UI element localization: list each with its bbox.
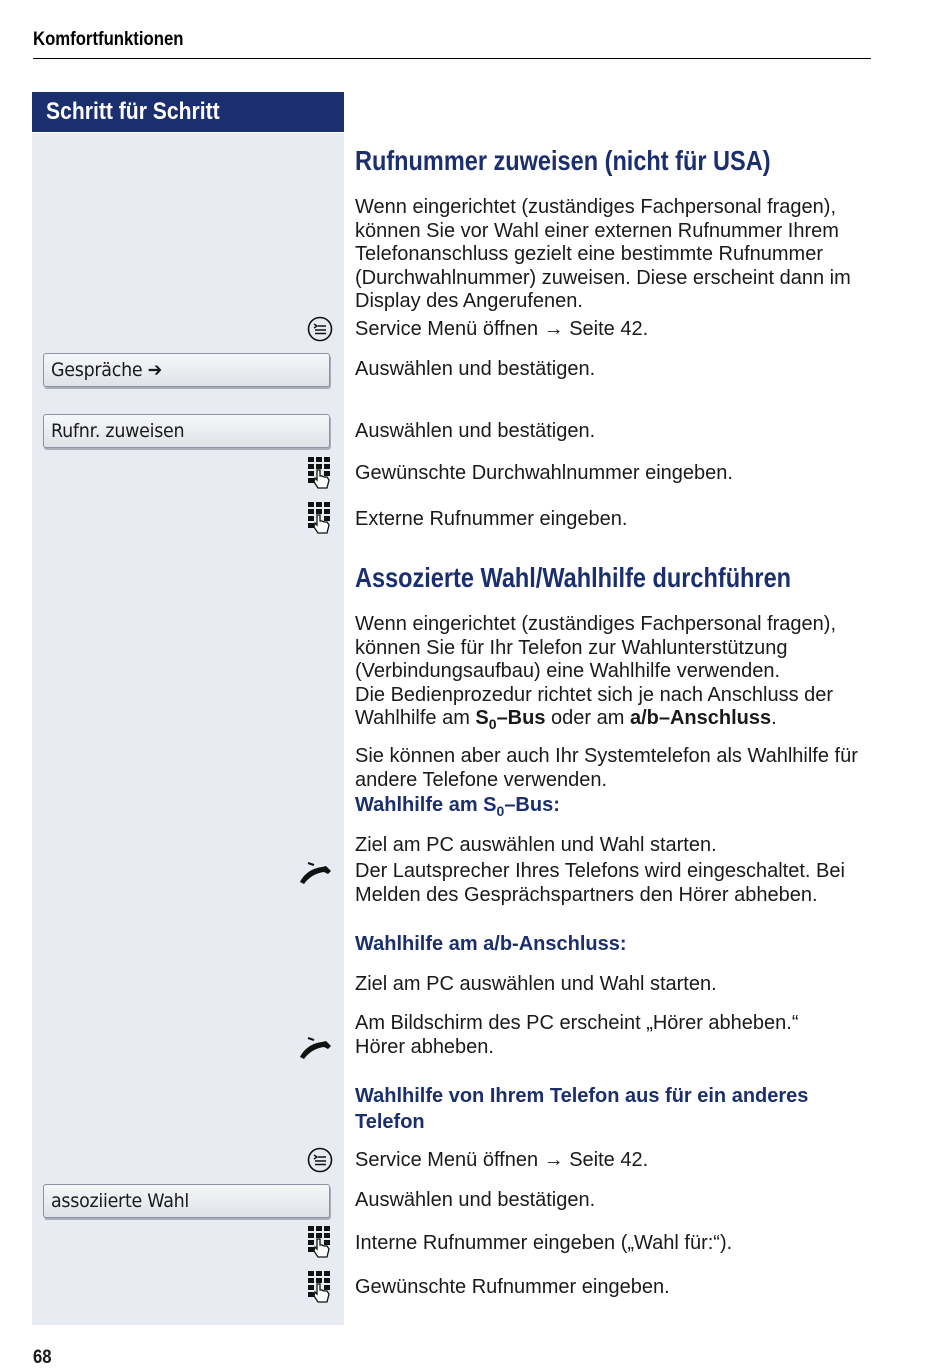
step-service-menu: Service Menü öffnen → Seite 42. [355,318,649,340]
running-title: Komfortfunktionen [33,29,184,50]
step-enter-ddi: Gewünschte Durchwahlnummer eingeben. [355,462,733,484]
softkey-gespraeche[interactable]: Gespräche ➔ [43,353,330,387]
section2-intro: Wenn eingerichtet (zuständiges Fachpersonal fragen), können Sie für Ihr Telefon zur Wahlunterstützung (Verbindungsaufbau) eine Wahlhilfe verwenden. Die Bedienprozedur richtet sich je nach Anschluss der Wahlhilfe am $S_0$–Bus oder am a/b–Anschluss. [355,613,837,732]
keypad-icon [307,456,333,490]
ab-step-lift: Am Bildschirm des PC erscheint „Hörer abheben.“ Hörer abheben. [355,1012,799,1058]
menu-icon [307,1147,333,1173]
keypad-icon [307,501,333,535]
s0-step-speaker: Der Lautsprecher Ihres Telefons wird eingeschaltet. Bei Melden des Gesprächspartners den Hörer abheben. [355,860,845,906]
section2-intro-2: Sie können aber auch Ihr Systemtelefon als Wahlhilfe für andere Telefone verwenden. [355,745,858,791]
page-number: 68 [33,1347,52,1368]
subheading-ab-anschluss: Wahlhilfe am a/b-Anschluss: [355,933,627,955]
ab-step-select: Ziel am PC auswählen und Wahl starten. [355,973,717,995]
step-service-menu: Service Menü öffnen → Seite 42. [355,1149,649,1171]
step-select-confirm: Auswählen und bestätigen. [355,420,596,442]
step-column-title: Schritt für Schritt [32,92,344,132]
step-select-confirm: Auswählen und bestätigen. [355,1189,596,1211]
step-enter-number: Gewünschte Rufnummer eingeben. [355,1276,670,1298]
s0-step-select: Ziel am PC auswählen und Wahl starten. [355,834,717,856]
subheading-other-phone: Wahlhilfe von Ihrem Telefon aus für ein anderes Telefon [355,1085,809,1133]
step-select-confirm: Auswählen und bestätigen. [355,358,596,380]
section-title-assozierte-wahl: Assozierte Wahl/Wahlhilfe durchführen [355,562,792,593]
step-enter-internal: Interne Rufnummer eingeben („Wahl für:“). [355,1232,733,1254]
header-rule [33,58,871,59]
section-title-rufnummer-zuweisen: Rufnummer zuweisen (nicht für USA) [355,145,771,176]
subheading-s0-bus: Wahlhilfe am $S_0$–Bus: [355,794,560,819]
section1-intro: Wenn eingerichtet (zuständiges Fachpersonal fragen), können Sie vor Wahl einer externen Rufnummer Ihrem Telefonanschluss gezielt eine bestimmte Rufnummer (Durchwahlnummer) zuweisen. Diese erscheint dann im Display des Angerufenen. [355,196,851,312]
softkey-assoziierte-wahl[interactable]: assoziierte Wahl [43,1184,330,1218]
keypad-icon [307,1270,333,1304]
menu-icon [307,316,333,342]
softkey-rufnr-zuweisen[interactable]: Rufnr. zuweisen [43,414,330,448]
keypad-icon [307,1225,333,1259]
handset-lift-icon [298,860,334,886]
step-enter-external: Externe Rufnummer eingeben. [355,508,628,530]
step-column [32,133,344,1325]
handset-lift-icon [298,1035,334,1061]
